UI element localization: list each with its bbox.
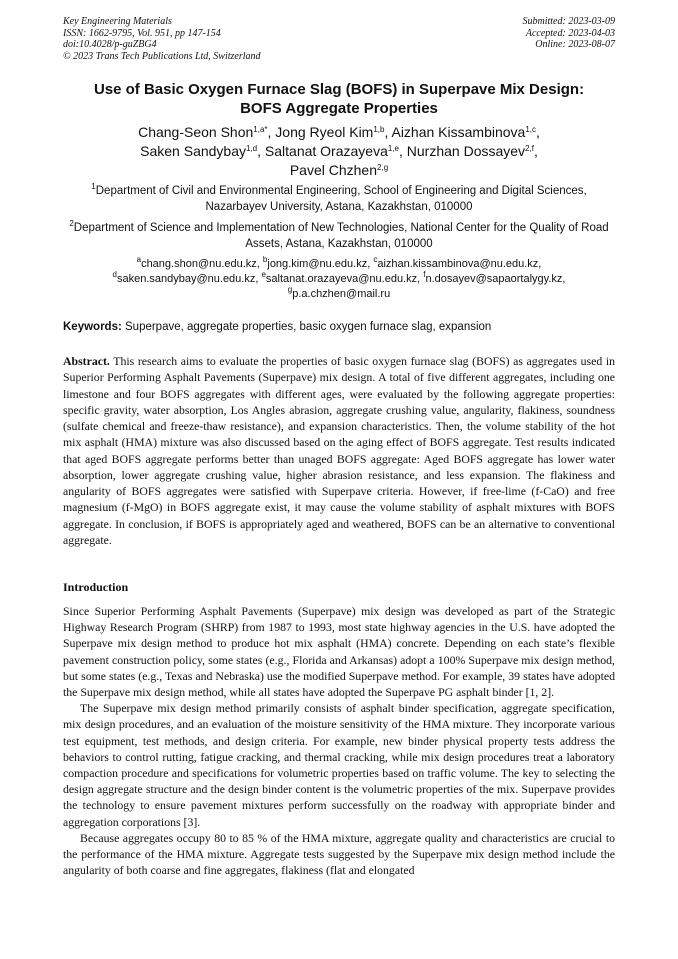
journal-doi: doi:10.4028/p-guZBG4 <box>63 39 157 50</box>
email-text: saken.sandybay@nu.edu.kz, <box>116 273 262 285</box>
email-text: aizhan.kissambinova@nu.edu.kz, <box>377 258 542 270</box>
email-sup: f <box>423 270 426 279</box>
author-sup: 2,g <box>377 163 389 172</box>
email-text: saltanat.orazayeva@nu.edu.kz, <box>265 273 424 285</box>
paper-title <box>63 80 615 118</box>
date-online: Online: 2023-08-07 <box>535 39 615 50</box>
author-list <box>63 123 615 180</box>
author-sep: , <box>533 143 538 159</box>
date-accepted: Accepted: 2023-04-03 <box>525 27 615 39</box>
keywords-text: Superpave, aggregate properties, basic oxygen furnace slag, expansion <box>125 321 492 333</box>
abstract-label: Abstract. <box>63 354 110 368</box>
email-sup: c <box>373 255 378 264</box>
email-text: jong.kim@nu.edu.kz, <box>267 258 374 270</box>
email-sup: g <box>287 285 293 294</box>
email-list <box>63 257 615 302</box>
journal-name: Key Engineering Materials <box>63 16 172 27</box>
journal-issn: ISSN: 1662-9795, Vol. 951, pp 147-154 <box>63 27 221 39</box>
paragraph: Since Superior Performing Asphalt Pavements (Superpave) mix design was developed as part of the Strategic Highway Research Program (SHRP) from 1987 to 1993, most state highway agencies in the U.S. have adopted the Superpave mix design method to produce hot mix asphalt (HMA) concrete. Depending on each state’s flexible pavement construction policy, some states (e.g., Florida and Arkansas) adopt a 100% Superpave mix design method, but some states (e.g., Texas and Nebraska) use the modified Superpave method. For example, 39 states have adopted the Superpave mix design method, while all states have adopted the Superpave PG asphalt binder [1, 2]. <box>63 604 615 700</box>
abstract <box>63 353 615 548</box>
email-line-1 <box>63 257 615 272</box>
email-text: p.a.chzhen@mail.ru <box>292 288 391 300</box>
author-line-1 <box>63 123 615 142</box>
journal-info <box>63 16 261 62</box>
email-line-3 <box>63 287 615 302</box>
author-line-2 <box>63 142 615 161</box>
keywords-label: Keywords: <box>63 321 122 333</box>
affiliation-text: Department of Science and Implementation of New Technologies, National Center for the Quality of Road Assets, Astana, Kazakhstan, 010000 <box>73 222 609 250</box>
email-sup: a <box>136 255 142 264</box>
email-line-2 <box>63 272 615 287</box>
introduction-body <box>63 603 615 878</box>
affiliation-2 <box>63 221 615 252</box>
author-name: Jong Ryeol Kim <box>275 124 374 140</box>
author-sup: 2,f <box>525 144 534 153</box>
author-sep: , <box>257 143 265 159</box>
author-line-3 <box>63 161 615 180</box>
author-sup: 1,d <box>246 144 258 153</box>
section-heading-introduction: Introduction <box>63 580 129 594</box>
publication-dates <box>523 16 616 51</box>
author-sep: , <box>399 143 407 159</box>
email-sup: e <box>261 270 266 279</box>
affiliation-number: 1 <box>91 182 96 191</box>
email-sup: d <box>112 270 117 279</box>
date-submitted: Submitted: 2023-03-09 <box>522 16 615 27</box>
paragraph: The Superpave mix design method primarily consists of asphalt binder specification, aggregate specification, mix design procedures, and an evaluation of the moisture sensitivity of the HMA mixture. They incorporate various test equipment, test methods, and design criteria. For example, new binder physical property tests address the behaviors to control rutting, fatigue cracking, and thermal cracking, while mix design procedures treat a laboratory compaction procedure and specifications for volumetric properties based on traffic volume. The key to selecting the design aggregate structure and the design binder content is the volumetric properties of the mix. Superpave provides the technology to ensure pavement mixtures perform successfully on the roadway with appropriate binder and aggregation corporations [3]. <box>63 701 615 829</box>
title-line-2: BOFS Aggregate Properties <box>240 100 438 117</box>
journal-copyright: © 2023 Trans Tech Publications Ltd, Switzerland <box>63 50 261 62</box>
email-text: chang.shon@nu.edu.kz, <box>141 258 263 270</box>
author-name: Saken Sandybay <box>140 143 246 159</box>
author-name: Chang-Seon Shon <box>138 124 254 140</box>
keywords <box>63 320 615 335</box>
email-text: n.dosayev@sapaortalygy.kz, <box>425 273 566 285</box>
author-sep: , <box>267 124 276 140</box>
author-sep: , <box>536 124 540 140</box>
affiliation-number: 2 <box>69 219 74 228</box>
author-name: Nurzhan Dossayev <box>406 143 526 159</box>
author-name: Pavel Chzhen <box>289 162 378 178</box>
author-sup: 1,b <box>373 125 385 134</box>
email-sup: b <box>262 255 268 264</box>
author-name: Saltanat Orazayeva <box>264 143 388 159</box>
affiliation-text: Department of Civil and Environmental Engineering, School of Engineering and Digital Sciences, Nazarbayev University, Astana, Kazakhstan, 010000 <box>95 185 587 213</box>
author-sup: 1,e <box>387 144 399 153</box>
author-sep: , <box>384 124 392 140</box>
author-sup: 1,c <box>525 125 537 134</box>
affiliation-1 <box>63 184 615 215</box>
author-name: Aizhan Kissambinova <box>391 124 526 140</box>
author-sup: 1,a* <box>253 125 268 134</box>
abstract-text: This research aims to evaluate the properties of basic oxygen furnace slag (BOFS) as aggregates used in Superior Performing Asphalt Pavements (Superpave) mix design. A total of five different aggregates, including one limestone and four BOFS aggregates with different ages, were evaluated by the following aggregate properties: specific gravity, water absorption, Los Angles abrasion, aggregate crushing value, angularity, flakiness, soundness (sulfate chemical and freeze-thaw resistance), and expansion characteristics. Then, the volume stability of the hot mix asphalt (HMA) mixture was also discussed based on the aging effect of BOFS aggregate. Test results indicated that aged BOFS aggregate performs better than unaged BOFS aggregate: Aged BOFS aggregate has lower water absorption, lower aggregate crushing value, higher abrasion resistance, and less expansion. The flakiness and angularity of BOFS aggregates were satisfied with Superpave criteria. However, if free-lime (f-CaO) and free magnesium (f-MgO) in BOFS aggregate exist, it may cause the volume stability of asphalt mixtures with BOFS aggregate. In conclusion, if BOFS is appropriately aged and weathered, BOFS can be an alternative to conventional aggregate. <box>63 354 615 547</box>
title-line-1: Use of Basic Oxygen Furnace Slag (BOFS) in Superpave Mix Design: <box>93 81 585 98</box>
paragraph: Because aggregates occupy 80 to 85 % of the HMA mixture, aggregate quality and characteristics are crucial to the performance of the HMA mixture. Aggregate tests suggested by the Superpave mix design method include the angularity of both coarse and fine aggregates, flakiness (flat and elongated <box>63 830 615 878</box>
